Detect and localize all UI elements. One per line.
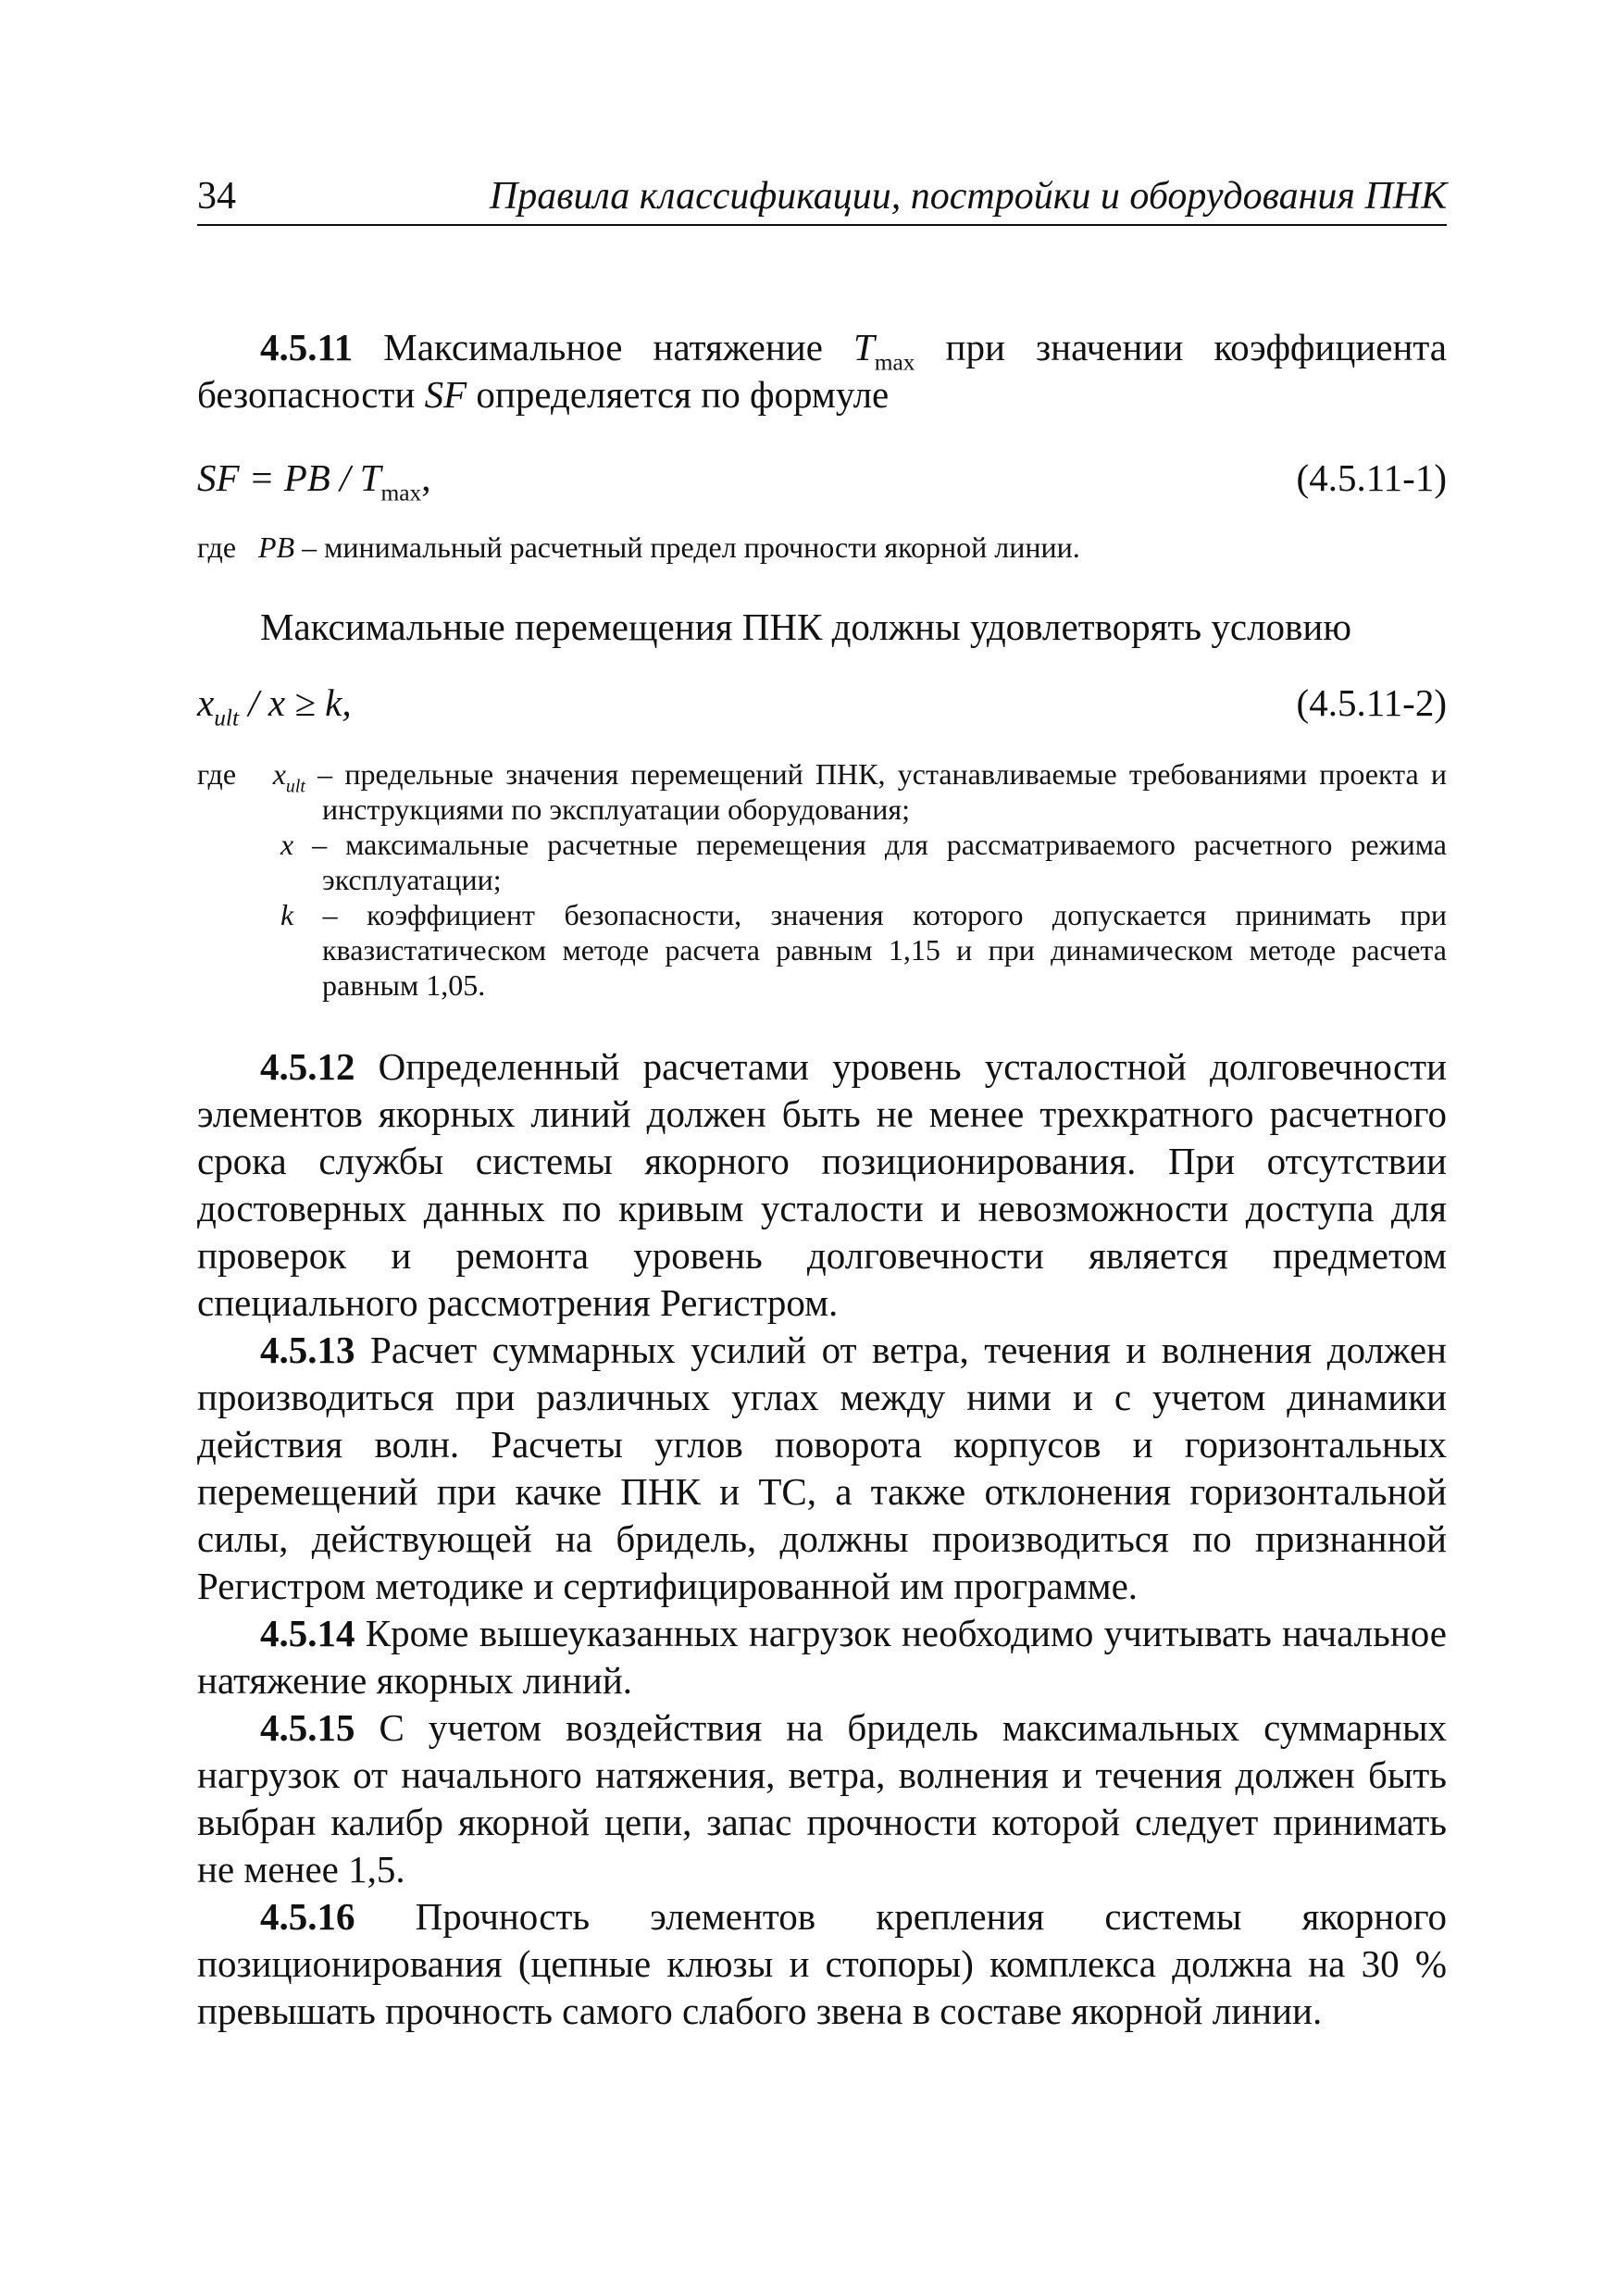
- section-number: 4.5.14: [260, 1612, 355, 1654]
- page-header: [197, 174, 1447, 222]
- paragraph-4-5-16: 4.5.16 Прочность элементов крепления системы якорного позиционирования (цепные клюзы и стопоры) комплекса должна на 30 % превышать прочность самого слабого звена в составе якорной линии.: [197, 1895, 1447, 2032]
- where-item: k – коэффициент безопасности, значения которого допускается принимать при квазистатическом методе расчета равным 1,15 и при динамическом методе расчета равным 1,05.: [280, 898, 1447, 1002]
- formula-4-5-11-1: [197, 446, 1447, 511]
- formula-number: (4.5.11-2): [1296, 681, 1447, 724]
- paragraph-4-5-15: 4.5.15 С учетом воздействия на бридель максимальных суммарных нагрузок от начального натяжения, ветра, волнения и течения должен быть выбран калибр якорной цепи, запас прочности которой следует принимать не менее 1,5.: [197, 1706, 1447, 1890]
- formula-number: (4.5.11-1): [1296, 456, 1447, 499]
- where-clause-1: где PB – минимальный расчетный предел прочности якорной линии.: [197, 530, 1080, 564]
- section-number: 4.5.15: [260, 1706, 355, 1749]
- header-rule: [197, 224, 1447, 226]
- paragraph-4-5-11: 4.5.11 Максимальное натяжение $T_{max}$ при значении коэффициента безопасности SF определяется по формуле: [197, 326, 1448, 416]
- section-number: 4.5.12: [260, 1045, 355, 1088]
- condition-sentence: Максимальные перемещения ПНК должны удовлетворять условию: [260, 605, 1351, 648]
- page-number: 34: [197, 175, 236, 218]
- paragraph-4-5-14: 4.5.14 Кроме вышеуказанных нагрузок необходимо учитывать начальное натяжение якорных линий.: [197, 1612, 1447, 1702]
- where-item: x – максимальные расчетные перемещения для рассматриваемого расчетного режима эксплуатации;: [280, 828, 1447, 896]
- formula-expression: SF = PB / $T_{max}$,: [197, 456, 431, 506]
- paragraph-4-5-12: 4.5.12 Определенный расчетами уровень усталостной долговечности элементов якорных линий должен быть не менее трехкратного расчетного срока службы системы якорного позиционирования. При отсутствии достоверных данных по кривым усталости и невозможности доступа для проверок и ремонта уровень долговечности является предметом специального рассмотрения Регистром.: [197, 1045, 1447, 1324]
- formula-expression: $x_{ult} / x \ge k$,: [197, 681, 352, 731]
- running-title: Правила классификации, постройки и оборудования ПНК: [489, 175, 1447, 218]
- page-body: [197, 324, 1447, 2035]
- where-clause-2: [197, 756, 1447, 1003]
- paragraph-4-5-13: 4.5.13 Расчет суммарных усилий от ветра, течения и волнения должен производиться при различных углах между ними и с учетом динамики действия волн. Расчеты углов поворота корпусов и горизонтальных перемещений при качке ПНК и ТС, а также отклонения горизонтальной силы, действующей на бридель, должны производиться по признанной Регистром методике и сертифицированной им программе.: [197, 1329, 1447, 1607]
- section-number: 4.5.13: [260, 1329, 355, 1371]
- where-item: где $x_{ult}$ – предельные значения перемещений ПНК, устанавливаемые требованиями проекта и инструкциями по эксплуатации оборудования;: [197, 757, 1448, 826]
- formula-4-5-11-2: [197, 671, 1447, 736]
- section-number: 4.5.11: [260, 326, 354, 368]
- section-number: 4.5.16: [260, 1895, 355, 1938]
